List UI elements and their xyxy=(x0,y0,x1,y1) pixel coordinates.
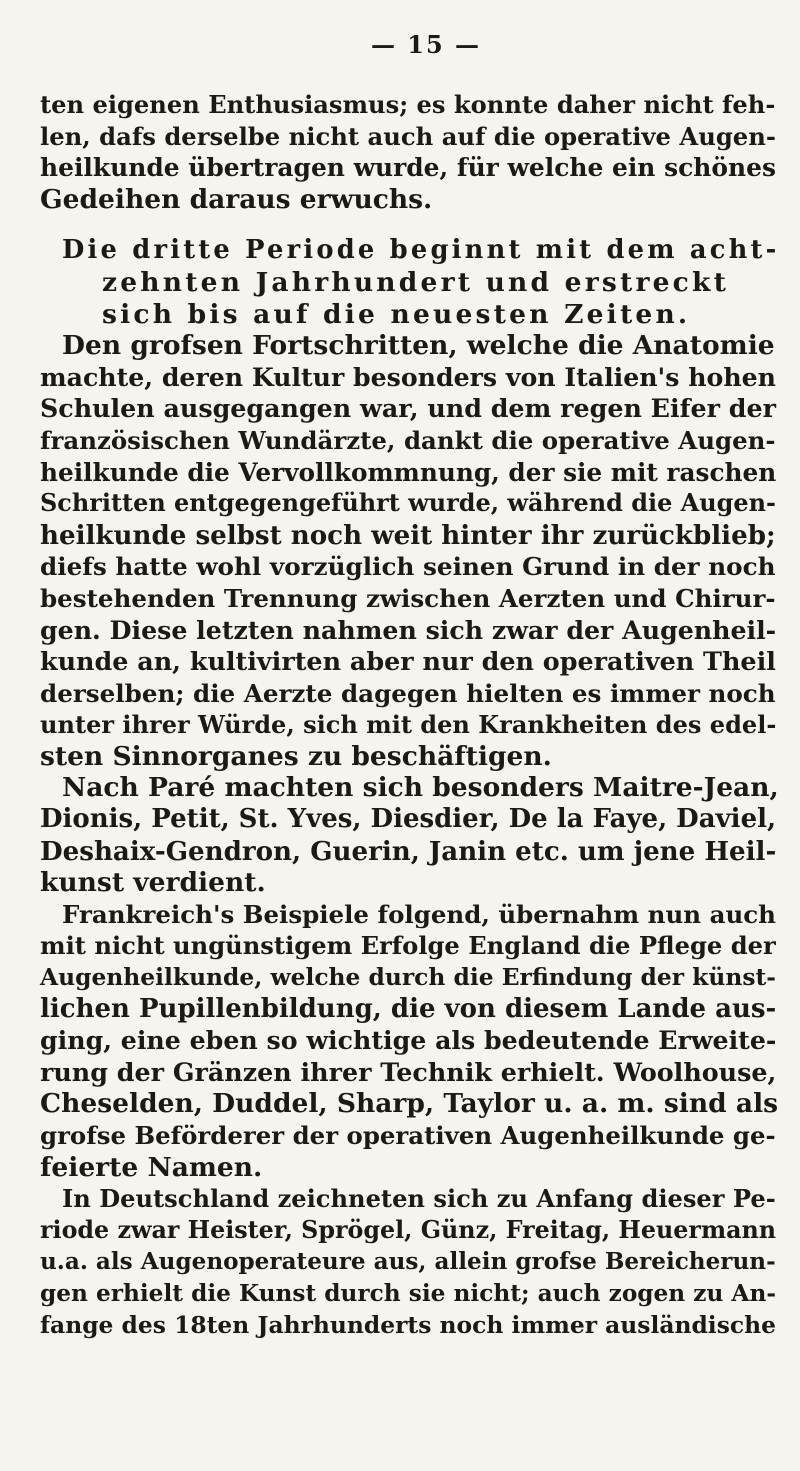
text-line: Den grofsen Fortschritten, welche die Anatomie xyxy=(62,330,775,362)
text-line: In Deutschland zeichneten sich zu Anfang dieser Pe- xyxy=(62,1184,776,1214)
text-line: bestehenden Trennung zwischen Aerzten und Chirur- xyxy=(40,583,776,613)
text-line: len, dafs derselbe nicht auch auf die operative Augen- xyxy=(40,121,776,151)
text-line: grofse Beförderer der operativen Augenheilkunde ge- xyxy=(40,1121,776,1150)
page-number: — 15 — xyxy=(370,30,482,59)
text-line: heilkunde die Vervollkommnung, der sie mit raschen xyxy=(40,457,777,487)
text-line: sten Sinnorganes zu beschäftigen. xyxy=(40,740,552,772)
text-line: feierte Namen. xyxy=(40,1151,263,1183)
text-line: heilkunde selbst noch weit hinter ihr zurückblieb; xyxy=(40,519,776,551)
text-line: Augenheilkunde, welche durch die Erfindung der künst- xyxy=(40,963,776,992)
text-line: Dionis, Petit, St. Yves, Diesdier, De la Faye, Daviel, xyxy=(40,804,777,835)
text-line: gen. Diese letzten nahmen sich zwar der Augenheil- xyxy=(40,614,777,645)
text-line: unter ihrer Würde, sich mit den Krankheiten des edel- xyxy=(40,710,777,740)
text-line: Schritten entgegengeführt wurde, während die Augen- xyxy=(40,489,776,518)
text-line: Cheselden, Duddel, Sharp, Taylor u. a. m. sind als xyxy=(40,1088,779,1120)
paragraph-gap xyxy=(40,215,772,235)
text-line: rung der Gränzen ihrer Technik erhielt. Woolhouse, xyxy=(40,1056,777,1087)
section-heading-line: sich bis auf die neuesten Zeiten. xyxy=(102,298,691,330)
text-line: heilkunde übertragen wurde, für welche ein schönes xyxy=(40,153,776,183)
text-line: französischen Wundärzte, dankt die operative Augen- xyxy=(40,425,776,455)
text-line: derselben; die Aerzte dagegen hielten es immer noch xyxy=(40,678,776,708)
text-line: machte, deren Kultur besonders von Italien's hohen xyxy=(40,361,776,392)
text-line: Gedeihen daraus erwuchs. xyxy=(40,183,433,215)
text-line: riode zwar Heister, Sprögel, Günz, Freitag, Heuermann xyxy=(40,1215,777,1244)
text-line: mit nicht ungünstigem Erfolge England die Pflege der xyxy=(40,931,776,961)
text-line: Schulen ausgegangen war, und dem regen Eifer der xyxy=(40,393,776,424)
text-line: Deshaix-Gendron, Guerin, Janin etc. um jene Heil- xyxy=(40,835,777,867)
text-line: ging, eine eben so wichtige als bedeutende Erweite- xyxy=(40,1025,777,1056)
text-line: gen erhielt die Kunst durch sie nicht; auch zogen zu An- xyxy=(40,1279,776,1307)
body-text xyxy=(40,89,780,1341)
text-line: Frankreich's Beispiele folgend, übernahm nun auch xyxy=(62,899,776,929)
text-line: diefs hatte wohl vorzüglich seinen Grund in der noch xyxy=(40,552,776,582)
text-line: Nach Paré machten sich besonders Maitre-Jean, xyxy=(62,772,779,804)
text-line: u.a. als Augenoperateure aus, allein grofse Bereicherun- xyxy=(40,1248,776,1276)
text-line: lichen Pupillenbildung, die von diesem Lande aus- xyxy=(40,993,777,1024)
text-line: ten eigenen Enthusiasmus; es konnte daher nicht feh- xyxy=(40,90,776,119)
text-line: kunde an, kultivirten aber nur den operativen Theil xyxy=(40,646,776,677)
section-heading-line: Die dritte Periode beginnt mit dem acht- xyxy=(62,235,780,266)
text-line: fange des 18ten Jahrhunderts noch immer ausländische xyxy=(40,1310,776,1339)
section-heading-line: zehnten Jahrhundert und erstreckt xyxy=(102,266,730,298)
text-line: kunst verdient. xyxy=(40,867,266,899)
